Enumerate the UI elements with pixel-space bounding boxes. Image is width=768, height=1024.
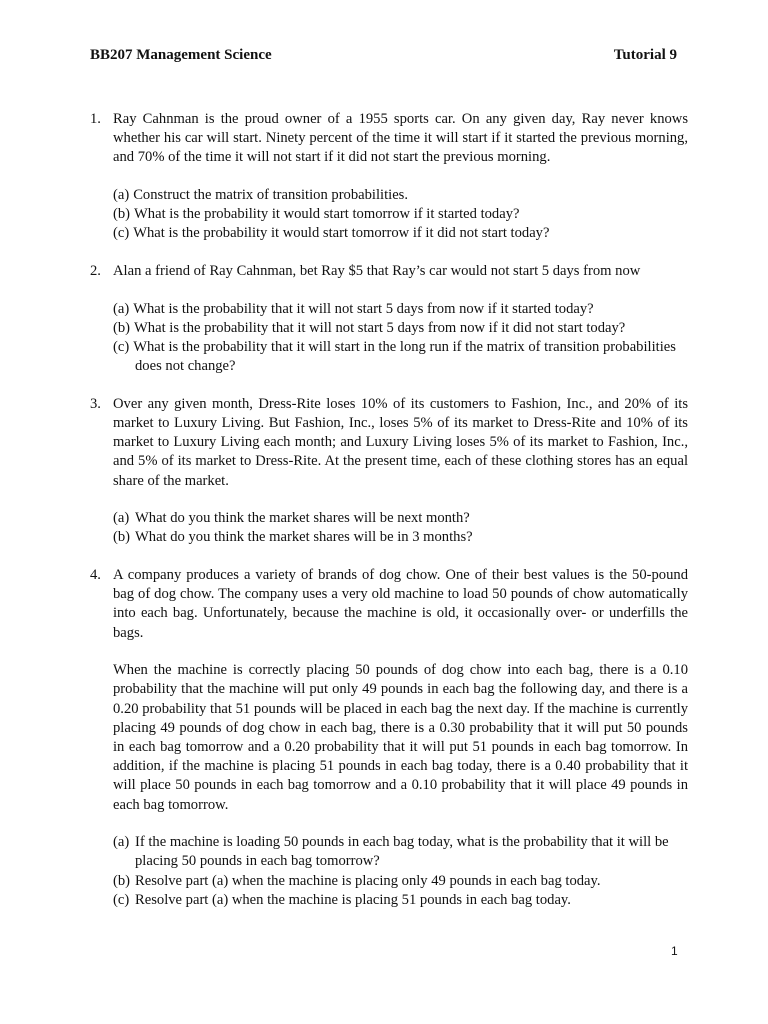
question-2 <box>90 262 688 376</box>
question-part <box>113 872 688 891</box>
question-part <box>113 186 688 205</box>
question-number: 2. <box>90 263 101 279</box>
tutorial-label: Tutorial 9 <box>613 47 677 63</box>
part-text: Construct the matrix of transition probabilities. <box>133 187 409 203</box>
part-label: (a) <box>113 834 130 851</box>
question-part <box>113 509 688 528</box>
question-text: A company produces a variety of brands of dog chow. One of their best values is the 50-pound bag of dog chow. The company uses a very old machine to load 50 pounds of chow automatically into each bag. Unfortunately, because the machine is old, it occasionally over- or underfills the bags. <box>113 567 688 641</box>
question-parts <box>113 300 688 377</box>
part-text: What is the probability that it will not start 5 days from now if it started today? <box>133 300 594 317</box>
course-title: BB207 Management Science <box>90 47 272 63</box>
question-part <box>113 300 688 319</box>
part-text: What is the probability it would start tomorrow if it started today? <box>134 206 520 223</box>
part-label: (c) <box>113 891 130 908</box>
part-text: Resolve part (a) when the machine is placing only 49 pounds in each bag today. <box>135 872 601 889</box>
part-label: (b) <box>113 872 131 889</box>
part-label: (a) <box>113 510 130 527</box>
question-parts <box>113 833 688 910</box>
question-parts <box>113 186 688 244</box>
question-3 <box>90 395 688 548</box>
part-label: (b) <box>113 206 131 223</box>
question-parts <box>113 509 688 547</box>
question-text: Ray Cahnman is the proud owner of a 1955 sports car. On any given day, Ray never knows whether his car will start. Ninety percent of the time it will start if it started the previous morning, and 70% of the time it will not start if it did not start the previous morning. <box>113 111 688 166</box>
part-text: What is the probability that it will start in the long run if the matrix of transition probabilities does not change? <box>133 339 676 375</box>
question-part <box>113 224 688 243</box>
part-text: What do you think the market shares will be next month? <box>135 510 470 527</box>
part-text: What is the probability it would start tomorrow if it did not start today? <box>133 225 550 242</box>
question-part <box>113 338 688 376</box>
question-4 <box>90 566 688 910</box>
question-part <box>113 319 688 338</box>
question-text: Alan a friend of Ray Cahnman, bet Ray $5 that Ray’s car would not start 5 days from now <box>113 263 641 279</box>
question-1 <box>90 110 688 244</box>
part-label: (a) <box>113 300 130 317</box>
question-part <box>113 205 688 224</box>
part-label: (a) <box>113 187 130 203</box>
question-part <box>113 833 688 871</box>
part-text: If the machine is loading 50 pounds in each bag today, what is the probability that it will be placing 50 pounds in each bag tomorrow? <box>135 834 669 870</box>
question-text-continued: When the machine is correctly placing 50 pounds of dog chow into each bag, there is a 0.10 probability that the machine will put only 49 pounds in each bag the following day, and there is a 0.20 probability that 51 pounds will be placed in each bag the next day. If the machine is currently placing 49 pounds of dog chow in each bag, there is a 0.30 probability that it will put 50 pounds in each bag tomorrow and a 0.20 probability that it will put 51 pounds in each bag tomorrow. In addition, if the machine is placing 51 pounds in each bag today, there is a 0.40 probability that it will place 50 pounds in each bag tomorrow and a 0.10 probability that it will place 49 pounds in each bag tomorrow. <box>113 662 688 813</box>
question-number: 1. <box>90 111 101 127</box>
question-part <box>113 891 688 910</box>
part-text: What is the probability that it will not start 5 days from now if it did not start today? <box>134 319 626 336</box>
part-label: (b) <box>113 319 131 336</box>
question-part <box>113 528 688 547</box>
question-number: 4. <box>90 567 101 583</box>
question-number: 3. <box>90 395 101 412</box>
part-label: (c) <box>113 339 130 355</box>
question-list <box>90 110 688 928</box>
part-text: What do you think the market shares will be in 3 months? <box>135 529 473 546</box>
page-number: 1 <box>671 944 678 958</box>
part-text: Resolve part (a) when the machine is placing 51 pounds in each bag today. <box>135 891 571 908</box>
question-text: Over any given month, Dress-Rite loses 10% of its customers to Fashion, Inc., and 20% of its market to Luxury Living. But Fashion, Inc., loses 5% of its market to Dress-Rite and 10% of its market to Luxury Living each month; and Luxury Living loses 5% of its market to Fashion, Inc., and 5% of its market to Dress-Rite. At the present time, each of these clothing stores has an equal share of the market. <box>113 395 688 489</box>
part-label: (c) <box>113 225 130 242</box>
part-label: (b) <box>113 529 131 546</box>
